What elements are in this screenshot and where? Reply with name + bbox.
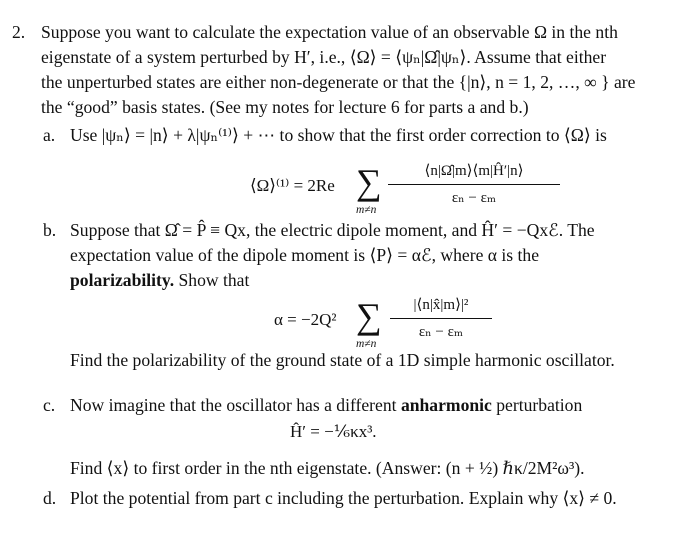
intro-line-3: the unperturbed states are either non-degenerate or that the {|n⟩, n = 1, 2, …, ∞ } are xyxy=(41,72,636,92)
problem-number: 2. xyxy=(12,22,26,42)
part-b-sum-symbol: ∑ xyxy=(356,296,382,336)
part-b-line-2: expectation value of the dipole moment is ⟨P⟩ = αℰ, where α is the xyxy=(70,245,540,265)
part-a-label: a. xyxy=(43,125,56,145)
part-b-line-1: Suppose that Ω̂ = P̂ ≡ Qx, the electric dipole moment, and Ĥ′ = −Qxℰ. The xyxy=(70,220,595,240)
intro-line-4: the “good” basis states. (See my notes for lecture 6 for parts a and b.) xyxy=(41,97,529,117)
part-a-sum-subscript: m≠n xyxy=(356,204,377,216)
part-c-line-2: Find ⟨x⟩ to first order in the nth eigenstate. (Answer: (n + ½) ℏκ/2M²ω³). xyxy=(70,458,585,478)
part-a-denominator: εₙ − εₘ xyxy=(451,190,497,206)
part-b-line-3-rest: Show that xyxy=(174,270,250,290)
part-b-eq-lhs: α = −2Q² xyxy=(274,310,337,329)
part-b-numerator: |⟨n|x̂|m⟩|² xyxy=(413,297,469,313)
part-a-numerator: ⟨n|Ω̂|m⟩⟨m|Ĥ′|n⟩ xyxy=(424,163,524,179)
part-a-fraction-bar xyxy=(388,184,560,185)
part-c-text-before: Now imagine that the oscillator has a different xyxy=(70,395,401,415)
part-b-denominator: εₙ − εₘ xyxy=(418,324,464,340)
part-a-eq-lhs: ⟨Ω⟩⁽¹⁾ = 2Re xyxy=(250,176,335,195)
part-c-text-after: perturbation xyxy=(491,395,583,415)
intro-line-2: eigenstate of a system perturbed by H′, i.e., ⟨Ω⟩ = ⟨ψₙ|Ω̂|ψₙ⟩. Assume that either xyxy=(41,47,607,67)
part-a-text: Use |ψₙ⟩ = |n⟩ + λ|ψₙ⁽¹⁾⟩ + ⋯ to show that the first order correction to ⟨Ω⟩ is xyxy=(70,125,607,145)
part-c-label: c. xyxy=(43,395,56,415)
part-b-sum-subscript: m≠n xyxy=(356,338,377,350)
anharmonic-term: anharmonic xyxy=(400,395,492,415)
polarizability-term: polarizability. xyxy=(70,270,175,290)
part-c-equation: Ĥ′ = −⅙κx³. xyxy=(290,422,377,441)
part-c-text xyxy=(70,394,582,416)
part-a-sum-symbol: ∑ xyxy=(356,162,382,202)
part-b-label: b. xyxy=(43,220,57,240)
part-b-after: Find the polarizability of the ground state of a 1D simple harmonic oscillator. xyxy=(70,350,615,370)
part-d-text: Plot the potential from part c including the perturbation. Explain why ⟨x⟩ ≠ 0. xyxy=(70,488,617,508)
intro-line-1: Suppose you want to calculate the expectation value of an observable Ω in the nth xyxy=(41,22,618,42)
part-d-label: d. xyxy=(43,488,57,508)
part-b-line-3 xyxy=(70,269,249,291)
part-b-fraction-bar xyxy=(390,318,492,319)
